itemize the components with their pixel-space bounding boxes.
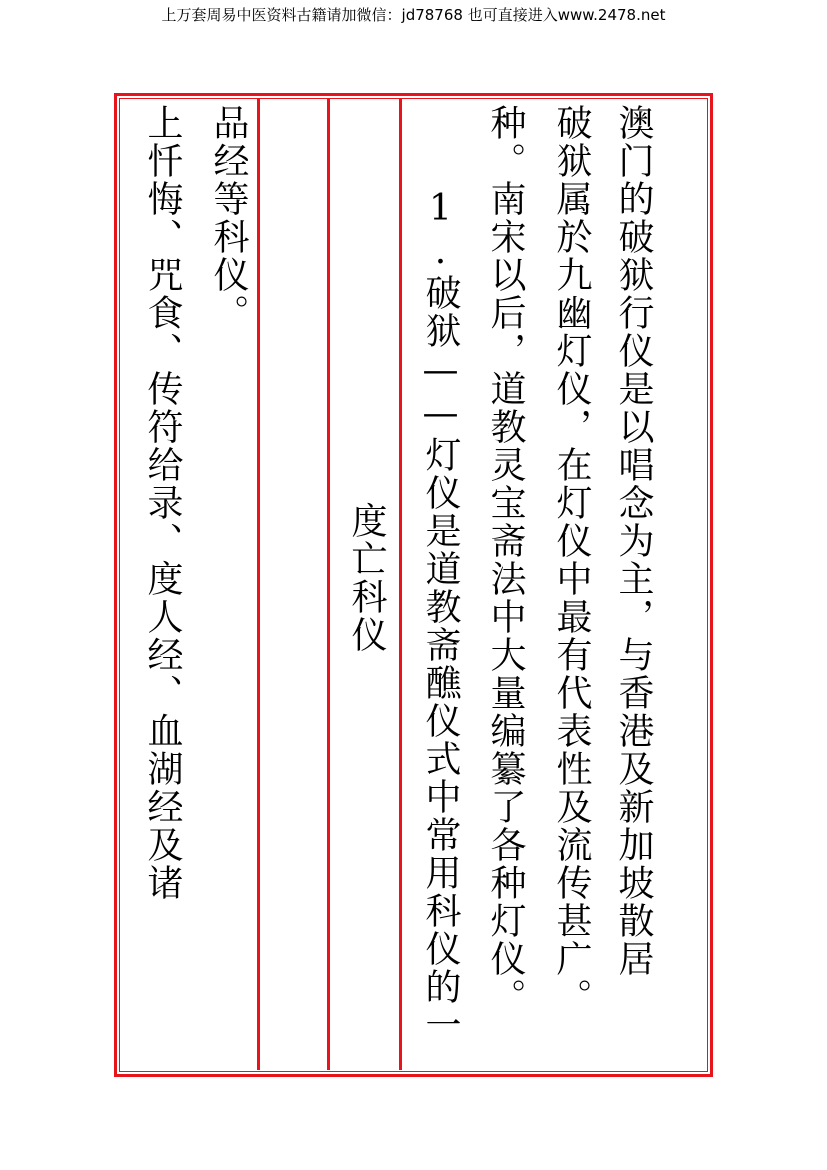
text-column-6: 品经等科仪。	[208, 104, 249, 332]
column-rule	[327, 99, 330, 1070]
column-rule	[257, 99, 260, 1070]
text-column-7: 上忏悔、咒食、传符给录、度人经、血湖经及诸	[142, 104, 183, 902]
text-column-3: 种。南宋以后，道教灵宝斋法中大量编纂了各种灯仪。	[485, 104, 526, 1016]
section-heading: 度亡科仪	[346, 502, 387, 654]
column-rule	[399, 99, 402, 1070]
text-column-1: 澳门的破狱行仪是以唱念为主，与香港及新加坡散居	[613, 104, 654, 978]
page-header-banner: 上万套周易中医资料古籍请加微信：jd78768 也可直接进入www.2478.net	[161, 6, 666, 24]
text-column-2: 破狱属於九幽灯仪，在灯仪中最有代表性及流传甚广。	[551, 104, 592, 1016]
text-column-4: 1.破狱——灯仪是道教斋醮仪式中常用科仪的一	[420, 188, 461, 1044]
